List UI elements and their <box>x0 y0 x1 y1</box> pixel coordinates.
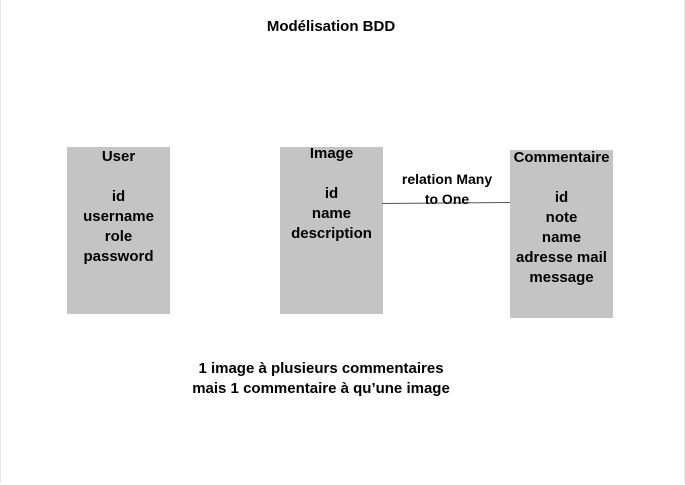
note-line2: mais 1 commentaire à qu’une image <box>192 380 450 397</box>
entity-name: Commentaire <box>513 149 610 166</box>
entity-fields <box>510 188 613 288</box>
field-role: role <box>104 228 133 245</box>
field-id: id <box>554 189 569 206</box>
entity-image <box>280 147 383 314</box>
entity-fields <box>67 187 170 267</box>
entity-name: Image <box>309 145 354 162</box>
entity-commentaire <box>510 150 613 318</box>
entity-name: User <box>101 148 136 165</box>
field-description: description <box>291 225 372 242</box>
entity-user <box>67 147 170 314</box>
relation-label <box>391 169 503 209</box>
field-message: message <box>529 269 594 286</box>
field-id: id <box>111 188 126 205</box>
cardinality-note <box>171 359 471 399</box>
field-name: name <box>541 229 582 246</box>
field-name: name <box>311 205 352 222</box>
note-line1: 1 image à plusieurs commentaires <box>198 360 444 377</box>
diagram-title: Modélisation BDD <box>266 18 396 35</box>
field-password: password <box>83 248 154 265</box>
relation-label-line2: to One <box>424 191 470 207</box>
field-username: username <box>83 208 154 225</box>
field-adresse-mail: adresse mail <box>516 249 607 266</box>
relation-label-line1: relation Many <box>401 171 493 187</box>
field-note: note <box>545 209 578 226</box>
field-id: id <box>324 185 339 202</box>
entity-fields <box>280 184 383 244</box>
